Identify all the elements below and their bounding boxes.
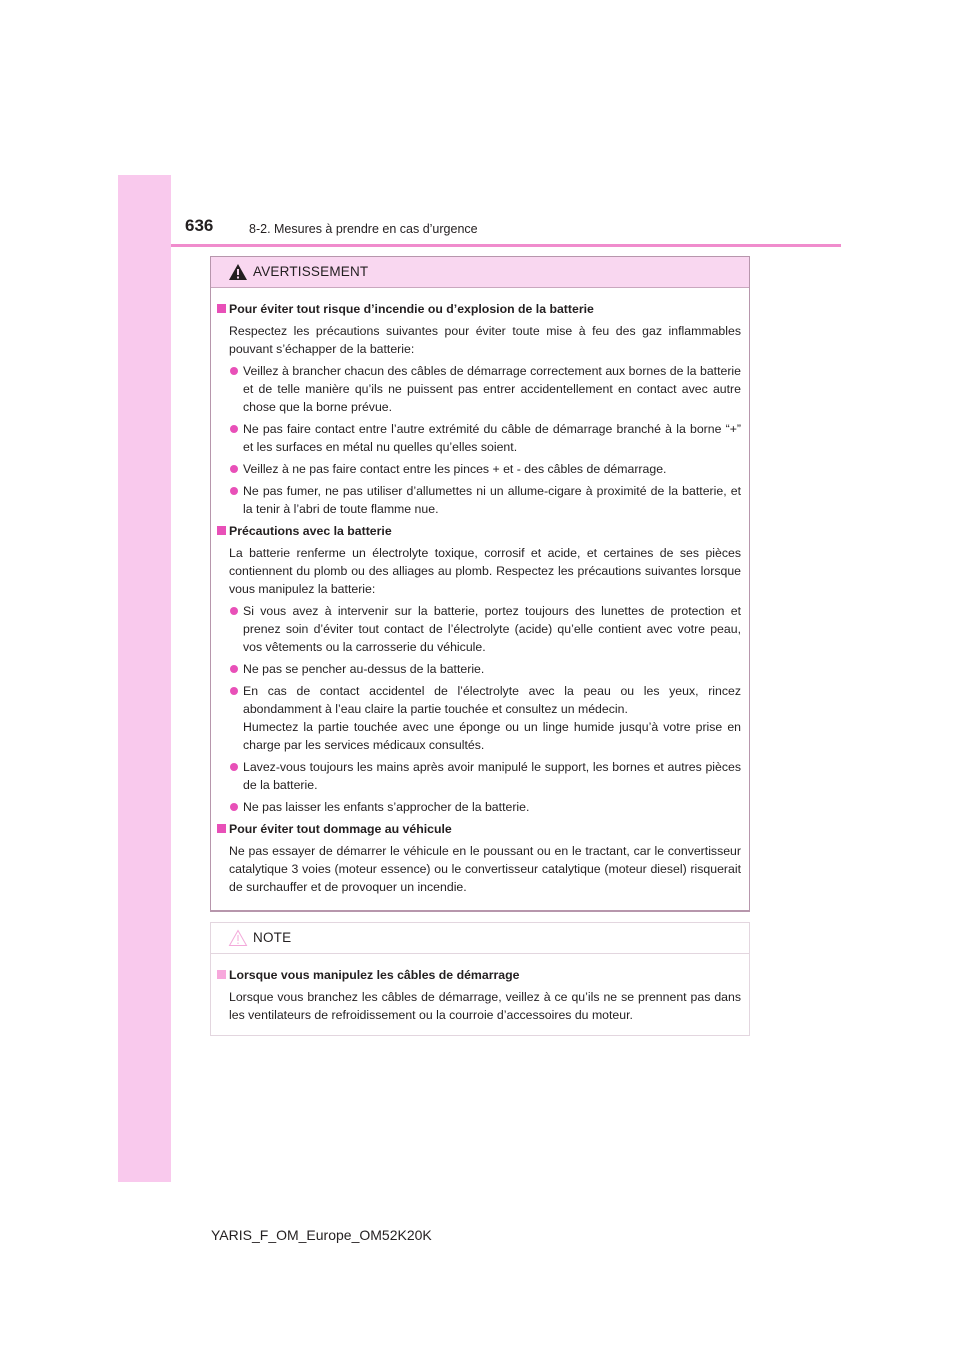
list-item: Veillez à ne pas faire contact entre les pinces + et - des câbles de démarrage. bbox=[217, 460, 741, 478]
warning-body bbox=[211, 288, 749, 896]
warning-intro-fire: Respectez les précautions suivantes pour éviter toute mise à feu des gaz inflammables pouvant s’échapper de la batterie: bbox=[229, 324, 741, 356]
list-item: Ne pas laisser les enfants s’approcher de la batterie. bbox=[217, 798, 741, 816]
note-body bbox=[211, 954, 749, 1024]
list-item: Lavez-vous toujours les mains après avoir manipulé le support, les bornes et autres pièces de la batterie. bbox=[217, 758, 741, 794]
round-bullet-icon bbox=[230, 487, 238, 495]
section-title: 8-2. Mesures à prendre en cas d’urgence bbox=[249, 222, 478, 236]
note-heading: Lorsque vous manipulez les câbles de démarrage bbox=[217, 966, 741, 984]
caution-triangle-icon bbox=[228, 929, 248, 947]
list-item: Si vous avez à intervenir sur la batterie, portez toujours des lunettes de protection et prenez soin d’éviter tout contact de l’électrolyte (acide) qu’elle contient avec votre peau, vos vêtements ou la carrosserie du véhicule. bbox=[217, 602, 741, 656]
chapter-tab-sidebar bbox=[118, 175, 171, 1182]
page-number: 636 bbox=[185, 216, 214, 235]
warning-title: AVERTISSEMENT bbox=[253, 264, 369, 279]
note-box bbox=[210, 922, 750, 1036]
round-bullet-icon bbox=[230, 607, 238, 615]
round-bullet-icon bbox=[230, 367, 238, 375]
note-box-header bbox=[211, 923, 749, 954]
round-bullet-icon bbox=[230, 665, 238, 673]
list-item: Ne pas faire contact entre l’autre extrémité du câble de démarrage branché à la borne “+” et les surfaces en métal nu quelles qu’elles soient. bbox=[217, 420, 741, 456]
list-item: Ne pas fumer, ne pas utiliser d’allumettes ni un allume-cigare à proximité de la batterie, et la tenir à l’abri de toute flamme nue. bbox=[217, 482, 741, 518]
list-item: En cas de contact accidentel de l’électrolyte avec la peau ou les yeux, rincez abondamment à l’eau claire la partie touchée et consultez un médecin. Humectez la partie touchée avec une éponge ou un linge humide jusqu’à votre prise en charge par les services médicaux consultés. bbox=[217, 682, 741, 754]
note-title: NOTE bbox=[253, 930, 292, 945]
round-bullet-icon bbox=[230, 803, 238, 811]
list-item-continuation: Humectez la partie touchée avec une éponge ou un linge humide jusqu’à votre prise en charge par les services médicaux consultés. bbox=[243, 720, 741, 752]
warning-intro-battery: La batterie renferme un électrolyte toxique, corrosif et acide, et certaines de ses pièces contiennent du plomb ou des alliages au plomb. Respectez les précautions suivantes lorsque vous manipulez la batterie: bbox=[229, 546, 741, 596]
square-bullet-icon bbox=[217, 526, 226, 535]
warning-box bbox=[210, 256, 750, 912]
warning-heading-battery: Précautions avec la batterie bbox=[217, 522, 741, 540]
list-item: Ne pas se pencher au-dessus de la batterie. bbox=[217, 660, 741, 678]
warning-heading-fire: Pour éviter tout risque d’incendie ou d’explosion de la batterie bbox=[217, 300, 741, 318]
warning-box-header bbox=[211, 257, 749, 288]
note-text: Lorsque vous branchez les câbles de démarrage, veillez à ce qu’ils ne se prennent pas dans les ventilateurs de refroidissement ou la courroie d’accessoires du moteur. bbox=[229, 990, 741, 1022]
square-bullet-icon bbox=[217, 970, 226, 979]
round-bullet-icon bbox=[230, 465, 238, 473]
square-bullet-icon bbox=[217, 304, 226, 313]
round-bullet-icon bbox=[230, 763, 238, 771]
warning-heading-vehicle: Pour éviter tout dommage au véhicule bbox=[217, 820, 741, 838]
header-rule bbox=[171, 244, 841, 247]
round-bullet-icon bbox=[230, 425, 238, 433]
round-bullet-icon bbox=[230, 687, 238, 695]
warning-intro-vehicle: Ne pas essayer de démarrer le véhicule en le poussant ou en le tractant, car le convertisseur catalytique 3 voies (moteur essence) ou le convertisseur catalytique (moteur diesel) risquerait de surchauffer et de provoquer un incendie. bbox=[229, 844, 741, 894]
square-bullet-icon bbox=[217, 824, 226, 833]
warning-triangle-icon bbox=[228, 263, 248, 281]
list-item: Veillez à brancher chacun des câbles de démarrage correctement aux bornes de la batterie et de telle manière qu’ils ne puissent pas entrer accidentellement en contact avec autre chose que la borne prévue. bbox=[217, 362, 741, 416]
document-code-footer: YARIS_F_OM_Europe_OM52K20K bbox=[211, 1227, 432, 1243]
